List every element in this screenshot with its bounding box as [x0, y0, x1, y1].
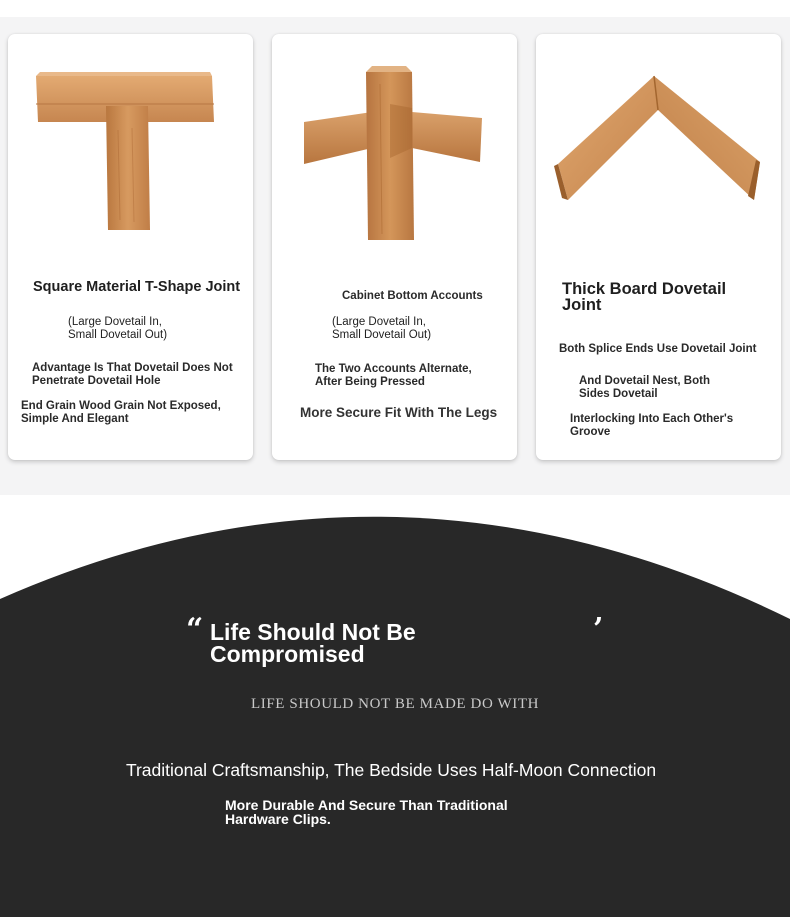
card-detail: More Secure Fit With The Legs [300, 405, 498, 420]
card-detail: Interlocking Into Each Other's Groove [570, 413, 734, 438]
card-detail: Both Splice Ends Use Dovetail Joint [559, 343, 757, 355]
joint-card-dovetail [536, 34, 781, 460]
card-detail: And Dovetail Nest, Both Sides Dovetail [579, 375, 710, 400]
close-quote-mark: ’ [593, 612, 604, 647]
banner-subtitle: LIFE SHOULD NOT BE MADE DO WITH [250, 696, 540, 712]
card-detail: End Grain Wood Grain Not Exposed, Simple And Elegant [21, 400, 221, 425]
card-title: Square Material T-Shape Joint [33, 279, 241, 295]
joint-card-cabinet-bottom [272, 34, 517, 460]
banner-headline: Life Should Not Be Compromised [210, 619, 416, 667]
joint-card-t-shape [8, 34, 253, 460]
card-title: Thick Board Dovetail Joint [562, 280, 727, 314]
card-title: Cabinet Bottom Accounts [342, 290, 483, 302]
craftsmanship-text: Traditional Craftsmanship, The Bedside Uses Half-Moon Connection [125, 760, 657, 780]
card-note: (Large Dovetail In, Small Dovetail Out) [332, 316, 432, 341]
t-shape-wood-joint-icon [28, 70, 218, 232]
card-detail: Advantage Is That Dovetail Does Not Penetrate Dovetail Hole [32, 362, 233, 387]
v-shape-wood-joint-icon [550, 70, 768, 210]
open-quote-mark: “ [186, 612, 204, 647]
card-note: (Large Dovetail In, Small Dovetail Out) [68, 316, 168, 341]
card-detail: The Two Accounts Alternate, After Being Pressed [315, 363, 472, 388]
durable-text: More Durable And Secure Than Traditional Hardware Clips. [225, 797, 508, 827]
cross-shape-wood-joint-icon [300, 64, 490, 244]
